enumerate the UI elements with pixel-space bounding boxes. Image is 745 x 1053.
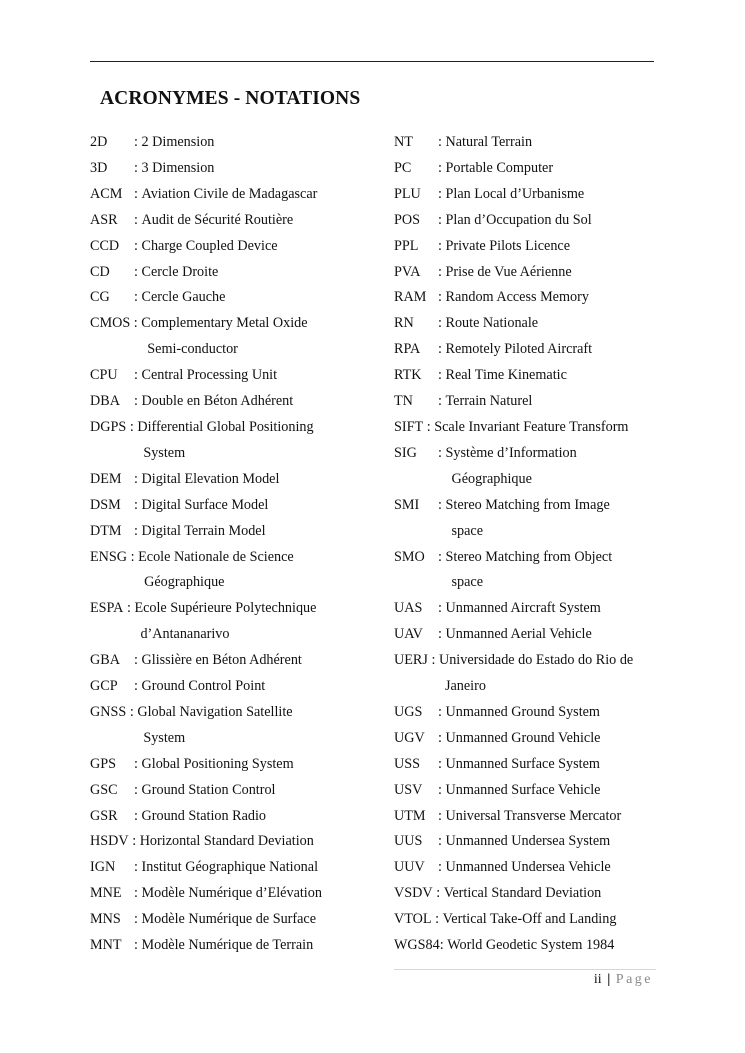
acronym-separator: : — [438, 781, 446, 798]
acronym-definition — [142, 260, 391, 286]
acronym-separator: : — [438, 600, 446, 617]
acronym-abbr: UERJ — [394, 652, 428, 669]
acronym-abbr: UTM — [394, 807, 426, 824]
acronym-entry — [394, 855, 664, 881]
acronym-definition — [142, 881, 391, 907]
acronym-abbr: GPS — [90, 755, 117, 772]
acronym-entry — [394, 726, 664, 752]
acronym-abbr: ENSG — [90, 548, 128, 565]
definition-line: Unmanned Surface Vehicle — [445, 781, 601, 798]
definition-line: Random Access Memory — [445, 289, 589, 306]
acronym-abbr: GSC — [90, 781, 118, 798]
acronym-definition — [446, 596, 665, 622]
acronym-definition — [446, 726, 665, 752]
definition-line: Universal Transverse Mercator — [445, 807, 622, 824]
definition-line: Ground Station Radio — [141, 807, 267, 824]
acronym-abbr: PC — [394, 159, 412, 176]
acronym-entry — [394, 804, 664, 830]
acronym-abbr: PPL — [394, 237, 419, 254]
acronym-definition — [446, 208, 665, 234]
acronym-entry — [394, 493, 664, 545]
acronym-entry — [90, 778, 390, 804]
definition-line: Glissière en Béton Adhérent — [141, 652, 302, 669]
acronym-abbr: PLU — [394, 185, 421, 202]
acronym-separator: : — [134, 496, 142, 513]
definition-continuation: space — [451, 522, 484, 539]
acronym-definition — [142, 804, 391, 830]
page-number: ii — [593, 972, 602, 987]
definition-continuation: Géographique — [451, 470, 532, 487]
acronym-separator: : — [438, 755, 446, 772]
acronym-separator: : — [134, 470, 142, 487]
acronym-entry — [90, 285, 390, 311]
acronym-abbr: UUS — [394, 833, 423, 850]
definition-line: Stereo Matching from Object — [445, 548, 613, 565]
definition-line: Vertical Take-Off and Landing — [442, 911, 617, 928]
acronym-separator: : — [432, 885, 444, 902]
definition-line: Ecole Nationale de Science — [138, 548, 294, 565]
definition-line: Charge Coupled Device — [141, 237, 278, 254]
definition-line: Ground Station Control — [141, 781, 276, 798]
acronym-entry — [90, 130, 390, 156]
acronym-abbr: ACM — [90, 185, 123, 202]
definition-line: Unmanned Undersea System — [445, 833, 611, 850]
acronym-abbr: CPU — [90, 367, 118, 384]
definition-line: Vertical Standard Deviation — [443, 885, 602, 902]
acronym-entry — [90, 415, 390, 467]
acronym-definition — [142, 933, 391, 959]
acronym-abbr: POS — [394, 211, 421, 228]
acronym-entry — [394, 208, 664, 234]
definition-continuation: Géographique — [144, 574, 225, 591]
acronym-abbr: MNT — [90, 937, 122, 954]
acronym-separator: : — [438, 315, 446, 332]
acronym-separator: : — [128, 833, 140, 850]
acronym-entry — [90, 829, 390, 855]
acronym-separator: : — [134, 367, 142, 384]
definition-line: Cercle Gauche — [141, 289, 226, 306]
acronym-abbr: VSDV — [394, 885, 433, 902]
acronym-definition — [142, 907, 391, 933]
definition-line: Universidade do Estado do Rio de — [438, 652, 634, 669]
acronym-definition — [446, 622, 665, 648]
acronym-definition — [137, 700, 390, 752]
acronym-abbr: UGS — [394, 703, 423, 720]
acronym-definition — [446, 752, 665, 778]
definition-line: Unmanned Aircraft System — [445, 600, 601, 617]
definition-line: Modèle Numérique d’Elévation — [141, 885, 322, 902]
acronym-separator: : — [438, 703, 446, 720]
acronym-definition — [446, 389, 665, 415]
acronym-separator: : — [438, 211, 446, 228]
definition-line: Horizontal Standard Deviation — [139, 833, 314, 850]
acronym-entry — [90, 907, 390, 933]
definition-line: Natural Terrain — [445, 134, 533, 150]
definition-line: Plan Local d’Urbanisme — [445, 185, 585, 202]
acronym-entry — [394, 829, 664, 855]
acronym-separator: : — [130, 315, 142, 332]
acronym-definition — [142, 493, 391, 519]
acronym-separator: : — [123, 600, 135, 617]
acronym-definition — [140, 829, 390, 855]
acronym-separator: : — [134, 781, 142, 798]
definition-line: Système d’Information — [445, 444, 577, 461]
acronym-definition — [142, 674, 391, 700]
acronym-separator: : — [438, 341, 446, 358]
acronym-entry — [394, 389, 664, 415]
acronym-definition — [142, 778, 391, 804]
acronym-definition — [446, 804, 665, 830]
acronym-definition — [446, 311, 665, 337]
acronym-entry — [394, 130, 664, 156]
acronym-separator: : — [438, 833, 446, 850]
acronym-abbr: CD — [90, 263, 110, 280]
acronym-entry — [90, 648, 390, 674]
definition-line: Aviation Civile de Madagascar — [141, 185, 318, 202]
acronym-entry — [394, 700, 664, 726]
acronym-abbr: GSR — [90, 807, 118, 824]
acronym-separator: : — [438, 548, 446, 565]
acronym-entry — [90, 260, 390, 286]
acronym-entry — [90, 855, 390, 881]
acronym-separator: : — [134, 911, 142, 928]
acronym-abbr: ASR — [90, 211, 118, 228]
acronym-definition — [134, 596, 390, 648]
acronym-separator: : — [134, 885, 142, 902]
acronym-definition — [142, 855, 391, 881]
acronym-abbr: USV — [394, 781, 423, 798]
acronym-entry — [394, 441, 664, 493]
acronym-entry — [90, 933, 390, 959]
definition-line: Stereo Matching from Image — [445, 496, 610, 513]
acronym-definition — [142, 156, 391, 182]
acronym-entry — [394, 234, 664, 260]
definition-line: Differential Global Positioning — [137, 418, 314, 435]
definition-line: Global Positioning System — [141, 755, 294, 772]
acronym-entry — [394, 363, 664, 389]
definition-line: Digital Terrain Model — [141, 522, 266, 539]
acronym-definition — [142, 363, 391, 389]
acronym-abbr: CG — [90, 289, 110, 306]
acronym-separator: : — [134, 134, 142, 150]
acronym-separator: : — [438, 393, 446, 410]
acronym-separator: : — [134, 859, 142, 876]
acronym-entry — [90, 519, 390, 545]
acronym-entry — [90, 156, 390, 182]
acronym-abbr: USS — [394, 755, 421, 772]
acronym-entry — [90, 493, 390, 519]
definition-continuation: System — [143, 729, 186, 746]
acronym-separator: : — [134, 159, 142, 176]
definition-line: Digital Elevation Model — [141, 470, 280, 487]
definition-line: Plan d’Occupation du Sol — [445, 211, 592, 228]
acronym-entry — [394, 415, 664, 441]
acronym-definition — [137, 415, 390, 467]
acronym-definition — [142, 285, 391, 311]
definition-continuation: Janeiro — [444, 678, 486, 695]
acronym-abbr: DSM — [90, 496, 121, 513]
acronym-list-right — [394, 130, 664, 959]
acronym-entry — [394, 182, 664, 208]
acronym-definition — [447, 933, 664, 959]
acronym-entry — [394, 311, 664, 337]
acronym-definition — [446, 493, 665, 545]
acronym-entry — [394, 337, 664, 363]
acronym-abbr: ESPA — [90, 600, 124, 617]
acronym-abbr: UGV — [394, 729, 425, 746]
acronym-definition — [142, 130, 391, 156]
acronym-abbr: IGN — [90, 859, 116, 876]
acronym-entry — [394, 156, 664, 182]
acronym-definition — [142, 182, 391, 208]
acronym-entry — [90, 674, 390, 700]
acronym-entry — [394, 907, 664, 933]
acronym-abbr: UAS — [394, 600, 423, 617]
acronym-separator: : — [134, 237, 142, 254]
acronym-abbr: MNE — [90, 885, 122, 902]
acronym-separator: : — [134, 652, 142, 669]
definition-line: Unmanned Undersea Vehicle — [445, 859, 611, 876]
definition-line: Terrain Naturel — [445, 393, 533, 410]
definition-line: Central Processing Unit — [141, 367, 278, 384]
acronym-entry — [90, 881, 390, 907]
acronym-abbr: 2D — [90, 134, 108, 150]
acronym-definition — [434, 415, 664, 441]
acronym-separator: : — [438, 729, 446, 746]
acronym-separator: : — [423, 418, 435, 435]
acronym-entry — [90, 389, 390, 415]
footer-separator: | — [607, 972, 611, 987]
definition-line: Audit de Sécurité Routière — [141, 211, 294, 228]
acronym-abbr: SIG — [394, 444, 417, 461]
acronym-definition — [444, 881, 664, 907]
acronym-abbr: SMI — [394, 496, 420, 513]
acronym-definition — [142, 519, 391, 545]
footer-rule — [394, 969, 656, 970]
acronym-list-left — [90, 130, 390, 959]
acronym-separator: : — [438, 159, 446, 176]
acronym-separator: : — [134, 263, 142, 280]
acronym-abbr: VTOL — [394, 911, 432, 928]
acronym-abbr: GCP — [90, 678, 118, 695]
acronym-separator: : — [134, 393, 142, 410]
acronym-abbr: RAM — [394, 289, 427, 306]
definition-line: Private Pilots Licence — [445, 237, 571, 254]
acronym-definition — [446, 182, 665, 208]
acronym-separator: : — [127, 548, 139, 565]
acronym-abbr: MNS — [90, 911, 121, 928]
acronym-entry — [394, 545, 664, 597]
acronym-definition — [446, 234, 665, 260]
acronym-definition — [446, 855, 665, 881]
definition-line: Unmanned Aerial Vehicle — [445, 626, 592, 643]
definition-line: Institut Géographique National — [141, 859, 319, 876]
acronym-abbr: UAV — [394, 626, 423, 643]
acronym-definition — [142, 208, 391, 234]
definition-continuation: space — [451, 574, 484, 591]
acronym-separator: : — [438, 185, 446, 202]
acronym-abbr: DBA — [90, 393, 120, 410]
acronym-separator: : — [126, 418, 138, 435]
acronym-separator: : — [134, 289, 142, 306]
acronym-separator: : — [438, 496, 446, 513]
acronym-separator: : — [438, 444, 446, 461]
acronym-abbr: DGPS — [90, 418, 127, 435]
acronym-entry — [394, 285, 664, 311]
acronym-separator: : — [134, 937, 142, 954]
acronym-separator: : — [134, 807, 142, 824]
acronym-entry — [90, 752, 390, 778]
acronym-abbr: SMO — [394, 548, 425, 565]
acronym-entry — [90, 311, 390, 363]
page-footer — [594, 972, 653, 988]
acronym-abbr: PVA — [394, 263, 421, 280]
definition-line: Modèle Numérique de Surface — [141, 911, 317, 928]
acronym-separator: : — [438, 237, 446, 254]
definition-line: World Geodetic System 1984 — [447, 937, 615, 954]
acronym-abbr: GBA — [90, 652, 120, 669]
acronym-definition — [446, 700, 665, 726]
acronym-entry — [90, 182, 390, 208]
acronym-separator: : — [134, 678, 142, 695]
page-title: ACRONYMES - NOTATIONS — [100, 88, 361, 109]
acronym-entry — [394, 881, 664, 907]
acronym-definition — [446, 778, 665, 804]
acronym-abbr: NT — [394, 134, 413, 150]
definition-line: Scale Invariant Feature Transform — [434, 418, 629, 435]
definition-line: Global Navigation Satellite — [137, 703, 293, 720]
acronym-separator: : — [438, 367, 446, 384]
acronym-definition — [142, 648, 391, 674]
acronym-separator: : — [431, 911, 443, 928]
acronym-abbr: DTM — [90, 522, 122, 539]
acronym-definition — [142, 389, 391, 415]
definition-line: Modèle Numérique de Terrain — [141, 937, 314, 954]
definition-line: Digital Surface Model — [141, 496, 269, 513]
acronym-separator: : — [438, 289, 446, 306]
acronym-definition — [141, 311, 390, 363]
acronym-definition — [446, 285, 665, 311]
acronym-definition — [142, 234, 391, 260]
definition-line: Ground Control Point — [141, 678, 266, 695]
page-label: Page — [615, 972, 653, 987]
definition-line: Real Time Kinematic — [445, 367, 567, 384]
acronym-separator: : — [438, 807, 446, 824]
acronym-abbr: WGS84 — [394, 937, 440, 954]
acronym-separator: : — [126, 703, 138, 720]
acronym-entry — [90, 596, 390, 648]
acronym-definition — [439, 648, 664, 700]
acronym-entry — [394, 752, 664, 778]
definition-line: Prise de Vue Aérienne — [445, 263, 572, 280]
acronym-abbr: 3D — [90, 159, 108, 176]
definition-continuation: Semi-conductor — [147, 341, 238, 358]
acronym-definition — [446, 337, 665, 363]
acronym-definition — [142, 752, 391, 778]
acronym-entry — [394, 778, 664, 804]
definition-line: 3 Dimension — [141, 159, 215, 176]
acronym-entry — [90, 467, 390, 493]
acronym-entry — [90, 804, 390, 830]
acronym-separator: : — [134, 755, 142, 772]
definition-line: Cercle Droite — [141, 263, 219, 280]
acronym-abbr: DEM — [90, 470, 122, 487]
acronym-definition — [138, 545, 390, 597]
acronym-definition — [446, 130, 665, 156]
acronym-abbr: RPA — [394, 341, 421, 358]
acronym-definition — [446, 829, 665, 855]
acronym-abbr: RTK — [394, 367, 422, 384]
acronym-abbr: CMOS — [90, 315, 131, 332]
definition-continuation: d’Antananarivo — [140, 626, 230, 643]
definition-line: Double en Béton Adhérent — [141, 393, 294, 410]
definition-continuation: System — [143, 444, 186, 461]
acronym-separator: : — [438, 134, 446, 150]
acronym-definition — [446, 545, 665, 597]
definition-line: Ecole Supérieure Polytechnique — [134, 600, 317, 617]
acronym-definition — [443, 907, 664, 933]
acronym-separator: : — [427, 652, 439, 669]
acronym-separator: : — [438, 859, 446, 876]
acronym-entry — [90, 208, 390, 234]
acronym-separator: : — [134, 522, 142, 539]
acronym-entry — [394, 933, 664, 959]
acronym-separator: : — [438, 263, 446, 280]
acronym-abbr: UUV — [394, 859, 425, 876]
acronym-separator: : — [134, 211, 142, 228]
acronym-definition — [446, 363, 665, 389]
acronym-definition — [446, 260, 665, 286]
acronym-entry — [90, 545, 390, 597]
definition-line: Unmanned Surface System — [445, 755, 600, 772]
definition-line: Unmanned Ground System — [445, 703, 600, 720]
acronym-entry — [394, 648, 664, 700]
definition-line: Route Nationale — [445, 315, 539, 332]
acronym-abbr: CCD — [90, 237, 120, 254]
acronym-separator: : — [439, 937, 448, 954]
acronym-definition — [446, 156, 665, 182]
acronym-entry — [394, 622, 664, 648]
acronym-entry — [90, 700, 390, 752]
definition-line: Portable Computer — [445, 159, 554, 176]
acronym-separator: : — [134, 185, 142, 202]
acronym-separator: : — [438, 626, 446, 643]
definition-line: Unmanned Ground Vehicle — [445, 729, 601, 746]
header-rule — [90, 61, 654, 62]
acronym-abbr: HSDV — [90, 833, 129, 850]
acronym-definition — [142, 467, 391, 493]
definition-line: Remotely Piloted Aircraft — [445, 341, 593, 358]
acronym-entry — [394, 596, 664, 622]
acronym-entry — [394, 260, 664, 286]
definition-line: 2 Dimension — [141, 134, 215, 150]
definition-line: Complementary Metal Oxide — [141, 315, 308, 332]
acronym-entry — [90, 234, 390, 260]
acronym-abbr: GNSS — [90, 703, 127, 720]
acronym-abbr: RN — [394, 315, 414, 332]
acronym-definition — [446, 441, 665, 493]
acronym-abbr: TN — [394, 393, 413, 410]
acronym-entry — [90, 363, 390, 389]
acronym-abbr: SIFT — [394, 418, 424, 435]
